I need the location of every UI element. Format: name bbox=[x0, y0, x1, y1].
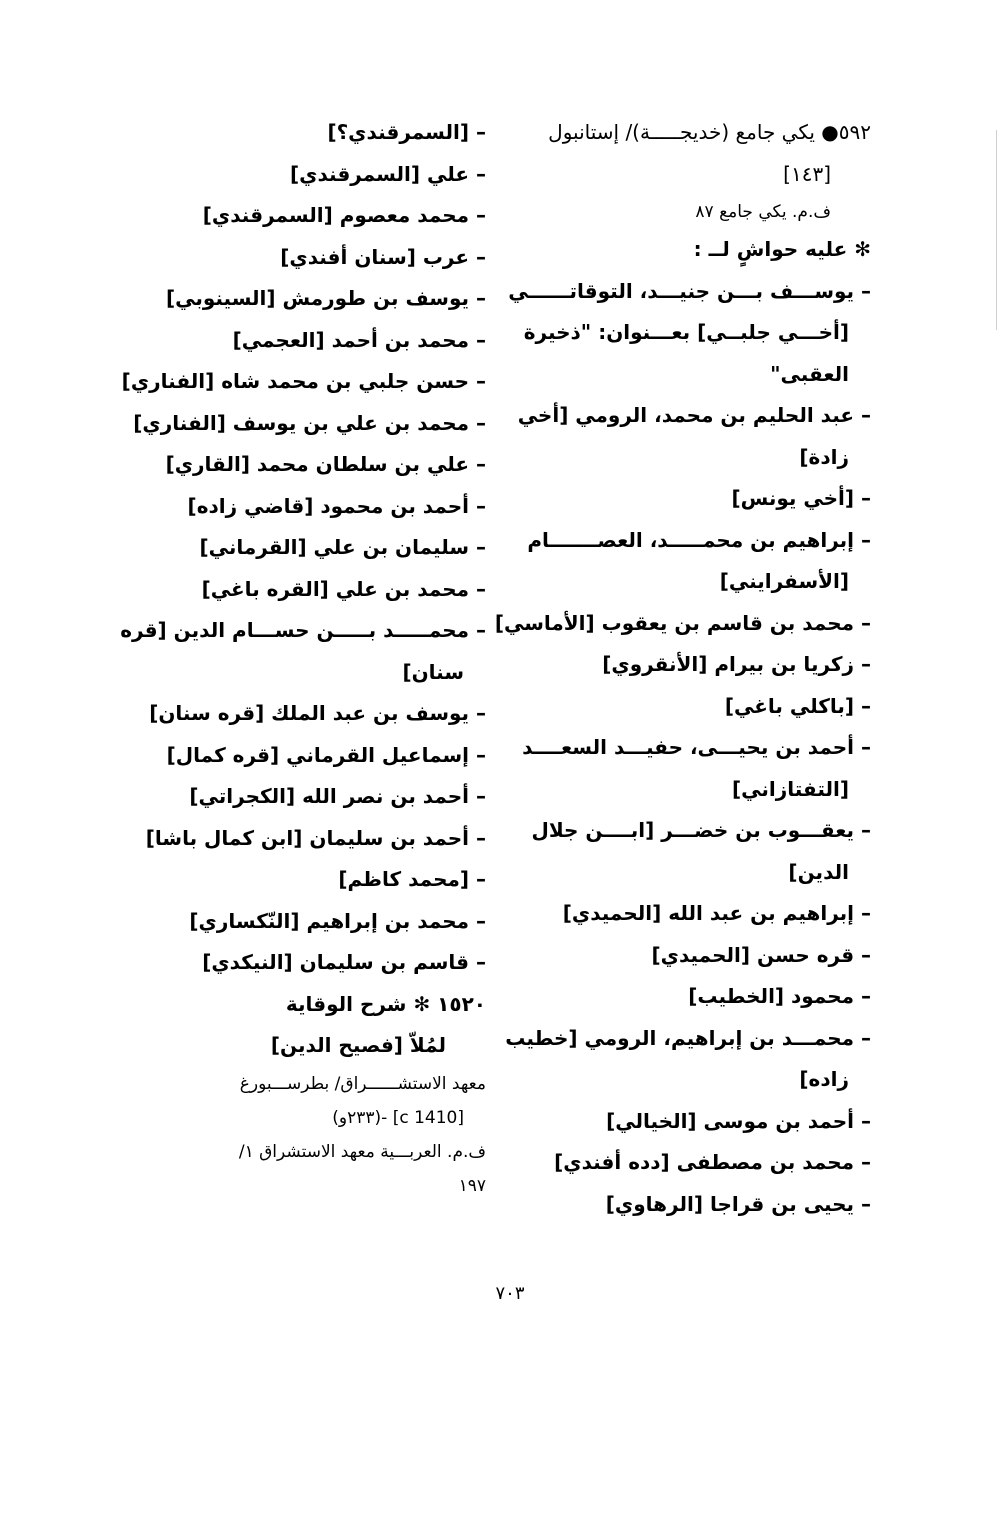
right-column-line: – [باكلي باغي] bbox=[724, 693, 871, 718]
left-column-line: – محمد بن أحمد [العجمي] bbox=[232, 327, 486, 352]
right-column-line: – قره حسن [الحميدي] bbox=[651, 942, 871, 967]
right-column-line: – يحيى بن قراجا [الرهاوي] bbox=[605, 1191, 871, 1216]
left-column-line: – علي [السمرقندي] bbox=[290, 161, 486, 186]
right-column-line: [التفتازاني] bbox=[732, 776, 849, 801]
right-column-line: – محمد بن مصطفى [دده أفندي] bbox=[554, 1150, 871, 1174]
right-column-line: – زكريا بن بيرام [الأنقروي] bbox=[602, 652, 871, 676]
scan-edge-mark bbox=[996, 130, 997, 330]
left-column-line: – محمد بن علي بن يوسف [الفناري] bbox=[133, 410, 486, 435]
right-column bbox=[494, 112, 871, 1225]
left-column-line: – أحمد بن سليمان [ابن كمال باشا] bbox=[145, 825, 486, 850]
left-column-line: – علي بن سلطان محمد [القاري] bbox=[165, 452, 486, 476]
right-column-line: الدين] bbox=[788, 859, 849, 884]
right-column-line: – محمود [الخطيب] bbox=[688, 984, 871, 1008]
left-column-line: ١٩٧ bbox=[458, 1175, 486, 1196]
right-column-line: [١٤٣] bbox=[783, 161, 831, 186]
left-column-line: – يوسف بن طورمش [السينوبي] bbox=[165, 286, 486, 310]
right-column-line: – محمد بن قاسم بن يعقوب [الأماسي] bbox=[494, 610, 871, 635]
left-column-line: – قاسم بن سليمان [النيكدي] bbox=[202, 950, 486, 974]
left-column-line: – محمد بن علي [القره باغي] bbox=[201, 576, 486, 601]
left-column-line: – يوسف بن عبد الملك [قره سنان] bbox=[149, 701, 486, 725]
right-column-line: ف.م. يكي جامع ٨٧ bbox=[695, 202, 831, 222]
left-column-line: – [السمرقندي؟] bbox=[327, 120, 486, 144]
left-column-line: لمُلاّ [فصيح الدين] bbox=[270, 1033, 446, 1057]
left-column-line: [c 1410] -(٢٣٣و) bbox=[332, 1107, 464, 1128]
left-column-line: سنان] bbox=[402, 659, 464, 684]
right-column-line: – عبد الحليم بن محمد، الرومي [أخي bbox=[517, 403, 871, 427]
right-column-line: [أخـــي جلبــي] بعـــنوان: "ذخيرة bbox=[523, 320, 849, 344]
right-column-line: زادة] bbox=[799, 444, 849, 469]
left-column-line: ف.م. العربـــية معهد الاستشراق ١/ bbox=[238, 1141, 486, 1162]
left-column-line: معهد الاستشــــــراق/ بطرســـبورغ bbox=[239, 1073, 486, 1094]
page-number: ٧٠٣ bbox=[495, 1283, 525, 1304]
left-column-line: – أحمد بن محمود [قاضي زاده] bbox=[187, 493, 486, 518]
left-column-line: ١٥٢٠ ✻ شرح الوقاية bbox=[285, 991, 486, 1016]
right-column-line: – أحمد بن موسى [الخيالي] bbox=[606, 1108, 871, 1133]
right-column-line: زاده] bbox=[799, 1067, 849, 1091]
right-column-line: – محمـــد بن إبراهيم، الرومي [خطيب bbox=[505, 1025, 871, 1050]
left-column-line: – أحمد بن نصر الله [الكجراتي] bbox=[189, 784, 486, 808]
left-column-line: – محمد بن إبراهيم [النّكساري] bbox=[189, 908, 486, 933]
right-column-line: – أحمد بن يحيـــى، حفيـــد السعــــد bbox=[522, 735, 871, 759]
left-column-line: – محمـــــد بـــــن حســـام الدين [قره bbox=[120, 618, 486, 642]
left-column-line: – عرب [سنان أفندي] bbox=[280, 244, 486, 269]
right-column-line: – إبراهيم بن محمـــــد، العصـــــــام bbox=[527, 527, 871, 552]
left-column-line: – [محمد كاظم] bbox=[338, 867, 486, 891]
right-column-line: – يعقـــوب بن خضـــر [ابــــن جلال bbox=[531, 818, 871, 842]
right-column-line: ✻ عليه حواشٍ لــ : bbox=[693, 237, 871, 261]
left-column-line: – إسماعيل القرماني [قره كمال] bbox=[166, 742, 486, 767]
right-column-line: العقبى" bbox=[770, 361, 849, 386]
left-column-line: – حسن جلبي بن محمد شاه [الفناري] bbox=[121, 369, 486, 393]
left-column-line: – سليمان بن علي [القرماني] bbox=[199, 535, 486, 559]
right-column-line: – إبراهيم بن عبد الله [الحميدي] bbox=[562, 901, 871, 925]
right-column-line: – [أخي يونس] bbox=[731, 486, 871, 510]
right-column-line: ٥٩٢● يكي جامع (خديجـــــة)/ إستانبول bbox=[548, 120, 871, 144]
right-column-line: – يوســـف بـــن جنيـــد، التوقاتــــــي bbox=[508, 278, 871, 303]
right-column-line: [الأسفرايني] bbox=[719, 569, 849, 593]
left-column bbox=[120, 112, 486, 1203]
left-column-line: – محمد معصوم [السمرقندي] bbox=[202, 203, 486, 227]
